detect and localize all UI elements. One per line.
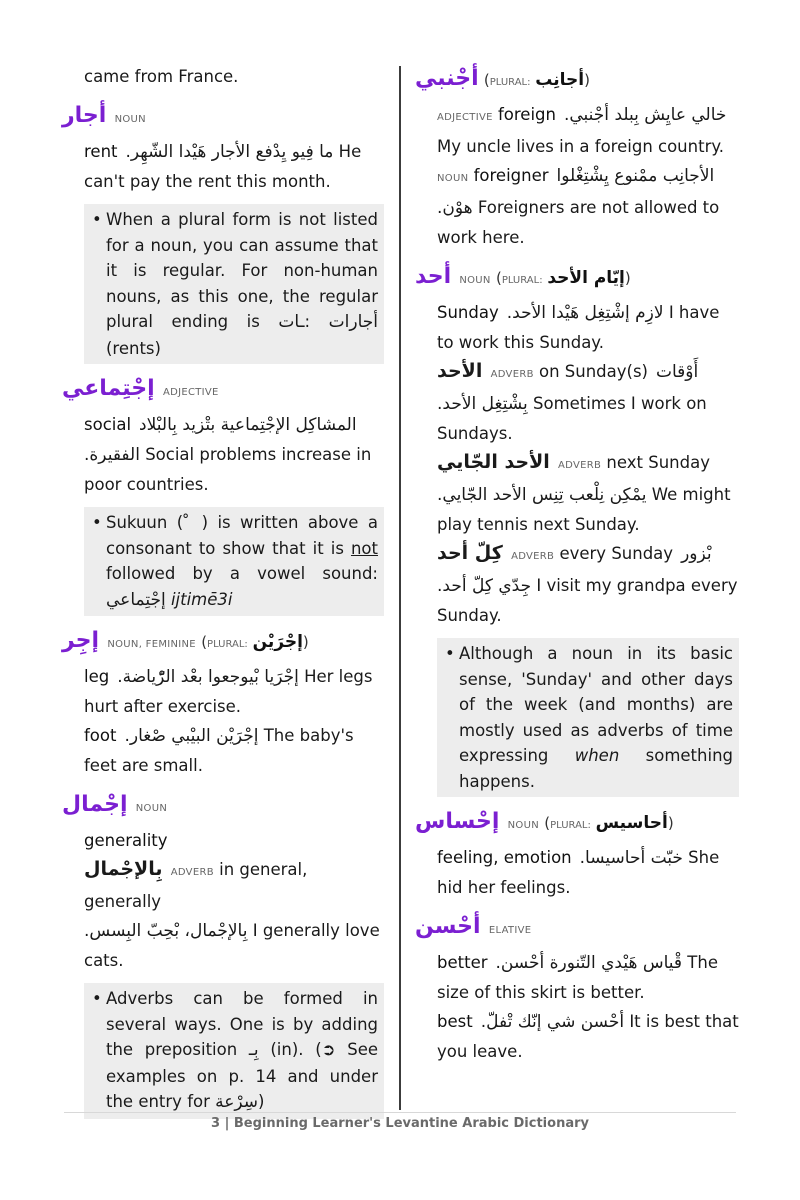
- note-label: Sukuun: [106, 513, 168, 532]
- entry-header: [415, 805, 739, 843]
- derived-form: [437, 357, 739, 448]
- gloss: foot: [84, 726, 117, 745]
- headword: أحْسن: [415, 914, 481, 939]
- example-english: It is best that you leave.: [437, 1012, 739, 1061]
- bullet-icon: •: [92, 989, 102, 1008]
- example-arabic: لازِم إشْتِغِل هَيْدا الأحد.: [506, 303, 664, 323]
- page-number: 3: [211, 1116, 221, 1131]
- note-text: is written above a consonant to show that it is: [106, 513, 378, 558]
- entry-header: [62, 624, 384, 662]
- gloss: best: [437, 1012, 473, 1031]
- example-arabic: قْياس هَيْدي التّنورة أحْسن.: [495, 953, 683, 973]
- gloss: leg: [84, 667, 110, 686]
- entry-sunday: [415, 260, 739, 797]
- sense: [84, 137, 384, 196]
- sense: [437, 948, 739, 1007]
- sense: [84, 826, 384, 855]
- part-of-speech: ADVERB: [511, 551, 555, 562]
- sense: [84, 662, 384, 721]
- colon: :: [304, 312, 311, 331]
- derived-arabic: الأحد: [437, 360, 483, 382]
- plural-label: PLURAL:: [501, 275, 543, 286]
- derived-arabic: الأحد الجّايي: [437, 451, 550, 473]
- example-arabic: بِالإجْمال، بْحِبّ البِسس.: [84, 921, 248, 941]
- part-of-speech: ADJECTIVE: [437, 112, 493, 123]
- sense: [437, 161, 739, 252]
- plural-label: PLURAL:: [550, 820, 591, 831]
- example-arabic: المشاكِل الإجْتِماعية بتْزيد بِالبْلاد الفقيرة.: [84, 415, 357, 465]
- derived-form: [437, 448, 739, 480]
- entry-header: [415, 260, 739, 298]
- headword: إحْساس: [415, 809, 500, 834]
- part-of-speech: ELATIVE: [488, 925, 532, 936]
- entry-leg: [62, 624, 384, 780]
- gloss: rent: [84, 142, 118, 161]
- headword: إجِر: [62, 628, 100, 653]
- example-english: I generally love cats.: [84, 921, 380, 970]
- entry-social: [62, 372, 384, 616]
- entry-header: [415, 62, 739, 100]
- part-of-speech: NOUN: [437, 173, 469, 184]
- plural-form: أجانِب: [535, 70, 585, 90]
- sense: [84, 721, 384, 780]
- entry-better: [415, 910, 739, 1066]
- example-english: The baby's feet are small.: [84, 726, 354, 775]
- example: [437, 480, 739, 539]
- part-of-speech: NOUN: [459, 275, 491, 286]
- plural-info: (PLURAL: إيّام الأحد): [495, 268, 631, 288]
- gloss: in general, generally: [84, 860, 308, 911]
- plural-form: إجْرَيْن: [252, 632, 303, 652]
- note-text: something happens.: [459, 746, 733, 791]
- plural-label: PLURAL:: [489, 77, 531, 88]
- headword: أحد: [415, 264, 452, 289]
- part-of-speech: ADVERB: [558, 460, 602, 471]
- derived-arabic: كِلّ أحد: [437, 542, 503, 564]
- gloss: every Sunday: [559, 544, 674, 563]
- headword: إجْمال: [62, 792, 128, 817]
- example-english: She hid her feelings.: [437, 848, 720, 897]
- cross-reference[interactable]: See examples on p. 14 and under the entry for: [106, 1040, 378, 1111]
- example: [84, 916, 384, 975]
- left-column: [62, 62, 384, 1127]
- gloss: foreign: [497, 105, 556, 124]
- example-arabic: ما فِيو يِدْفع الأجار هَيْدا الشّهِر.: [125, 142, 334, 162]
- example-arabic: أَوْقات بِشْتِغِل الأحد.: [437, 362, 699, 414]
- page-footer: [0, 1116, 800, 1131]
- sukuun-symbol: ( ْ ): [176, 513, 209, 532]
- plural-info: (PLURAL: إجْرَيْن): [201, 632, 309, 652]
- part-of-speech: NOUN: [114, 114, 146, 125]
- entry-header: [62, 99, 384, 137]
- part-of-speech: NOUN: [507, 820, 540, 831]
- example-arabic: يمْكِن نِلْعب تِنِس الأحد الجّايي.: [437, 485, 647, 505]
- plural-info: (PLURAL: أحاسيس): [544, 813, 674, 833]
- close-paren: ): [258, 1092, 265, 1111]
- example-english: I visit my grandpa every Sunday.: [437, 576, 738, 625]
- arabic-suffix: ـات: [278, 312, 305, 332]
- example-english: He can't pay the rent this month.: [84, 142, 362, 191]
- example-english: Her legs hurt after exercise.: [84, 667, 373, 716]
- arabic-example: إجْتِماعي: [106, 589, 166, 610]
- cross-reference-entry[interactable]: سِرْعة: [215, 1092, 259, 1112]
- usage-note: [84, 507, 384, 616]
- entry-generality: [62, 788, 384, 1119]
- example-arabic: خبّت أحاسيسا.: [579, 848, 683, 868]
- sense: [437, 1007, 739, 1066]
- part-of-speech: ADVERB: [170, 867, 214, 878]
- plural-form: أحاسيس: [595, 813, 668, 833]
- right-column: [415, 62, 739, 1066]
- sense: [437, 100, 739, 161]
- gloss: generality: [84, 831, 168, 850]
- usage-note: [84, 983, 384, 1119]
- headword: إجْتِماعي: [62, 376, 155, 401]
- example-arabic: بْزور جِدّي كِلّ أحد.: [437, 544, 712, 596]
- gloss: feeling, emotion: [437, 848, 572, 867]
- book-title: Beginning Learner's Levantine Arabic Dictionary: [233, 1116, 589, 1131]
- bullet-icon: •: [92, 513, 102, 532]
- footer-separator: |: [224, 1116, 230, 1131]
- arrow-icon: ➲: [321, 1040, 336, 1059]
- emphasis: when: [574, 746, 620, 765]
- example-english: The size of this skirt is better.: [437, 953, 718, 1002]
- note-text-after: (rents): [106, 338, 161, 358]
- entry-feeling: [415, 805, 739, 902]
- gloss: social: [84, 415, 132, 434]
- example-arabic: الأجانِب ممْنوع يِشْتِغْلوا هوْن.: [437, 166, 715, 218]
- plural-form: إيّام الأحد: [547, 268, 625, 288]
- example-english: Social problems increase in poor countries.: [84, 445, 372, 494]
- derived-form: [437, 539, 739, 630]
- derived-arabic: بِالإجْمال: [84, 858, 163, 880]
- usage-note: [437, 638, 739, 797]
- part-of-speech: NOUN: [135, 803, 168, 814]
- example-english: Sometimes I work on Sundays.: [437, 394, 707, 443]
- sense: [437, 298, 739, 357]
- gloss: on Sunday(s): [538, 362, 648, 381]
- example-english: I have to work this Sunday.: [437, 303, 720, 352]
- plural-label: PLURAL:: [207, 639, 248, 650]
- part-of-speech: NOUN, FEMININE: [107, 639, 196, 650]
- gloss: foreigner: [473, 166, 549, 185]
- example-arabic: إجْرَيا بْيوجعوا بعْد الرّْياضة.: [117, 667, 299, 687]
- part-of-speech: ADVERB: [490, 369, 534, 380]
- note-text: (in). (: [270, 1040, 322, 1059]
- gloss: Sunday: [437, 303, 499, 322]
- footer-rule: [64, 1112, 736, 1113]
- note-text: Adverbs can be formed in several ways. One is by adding the preposition: [106, 989, 378, 1059]
- gloss: better: [437, 953, 488, 972]
- headword: أجْنبي: [415, 66, 479, 91]
- example-arabic: إجْرَيْن البيْبي صْغار.: [124, 726, 259, 746]
- sense: [84, 410, 384, 499]
- entry-header: [415, 910, 739, 948]
- bullet-icon: •: [92, 210, 102, 229]
- example-arabic: خالي عايِش بِبلد أجْنبي.: [563, 105, 727, 125]
- entry-foreign: [415, 62, 739, 252]
- part-of-speech: ADJECTIVE: [162, 387, 219, 398]
- note-text: When a plural form is not listed for a noun, you can assume that it is regular. For non-human nouns, as this one, the regular plural ending is: [106, 210, 378, 331]
- note-text: Although a noun in its basic sense, 'Sunday' and other days of the week (and months) are mostly used as adverbs of time expressing: [459, 644, 733, 765]
- example-english: My uncle lives in a foreign country.: [437, 137, 725, 156]
- example-english: We might play tennis next Sunday.: [437, 485, 731, 534]
- column-divider: [399, 66, 401, 1110]
- derived-form: [84, 855, 384, 916]
- headword: أجار: [62, 103, 107, 128]
- arabic-example: أجارات: [328, 312, 378, 332]
- transliteration: ijtimē3i: [170, 589, 233, 609]
- example-english: Foreigners are not allowed to work here.: [437, 198, 720, 247]
- sense: [437, 843, 739, 902]
- usage-note: [84, 204, 384, 364]
- continuation-text: came from France.: [84, 67, 239, 86]
- example-arabic: أحْسن شي إنّك تْفلّ.: [480, 1012, 625, 1032]
- note-text: followed by a vowel sound:: [106, 564, 378, 583]
- entry-header: [62, 788, 384, 826]
- plural-info: (PLURAL: أجانِب): [483, 70, 590, 90]
- gloss: next Sunday: [606, 453, 710, 472]
- entry-rent: [62, 99, 384, 364]
- emphasis: not: [350, 538, 378, 558]
- entry-header: [62, 372, 384, 410]
- arabic-preposition: بِـ: [248, 1040, 259, 1060]
- bullet-icon: •: [445, 644, 455, 663]
